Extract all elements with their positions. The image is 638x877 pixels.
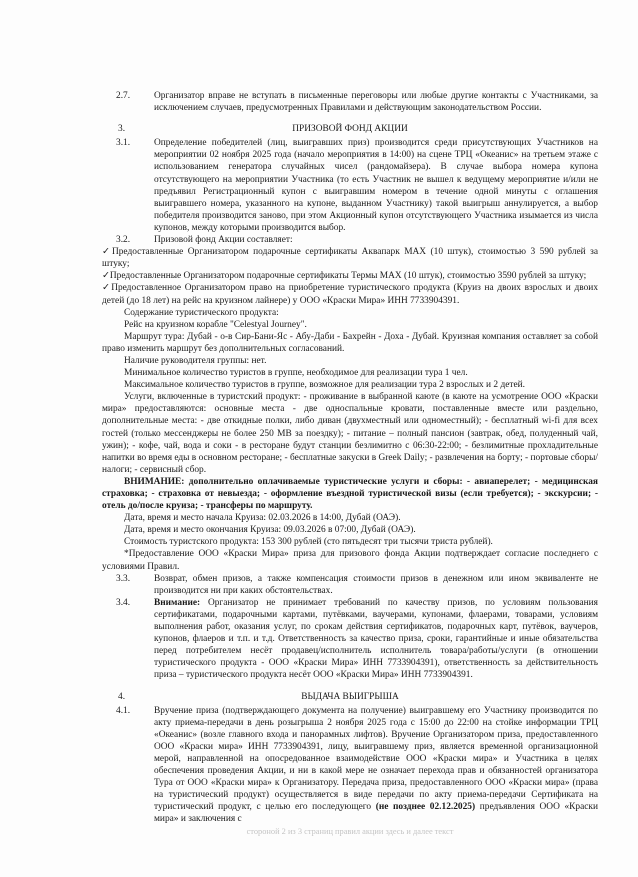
tour-content-heading: Содержание туристического продукта: (124, 307, 279, 318)
tour-services: Услуги, включенные в туристский продукт: - проживание в выбранной каюте (в каюте на усмотрение ООО «Краски мира» предоставляются: основные места - две односпальные кровати, поставленные вместе или раздельно, дополнительные места: - две откидные полки, либо диван (двухместный или одноместный); - бесплатный wi-fi для всех гостей (только мессенджеры не более 250 MB за поездку); - питание – полный пансион (завтрак, обед, полуденный чай, ужин); - кофе, чай, вода и соки - в ресторане будут станции безлимитно с 06:30-22:00; - безлимитные прохладительные напитки во время еды в основном ресторане; - бесплатные закуски в Greek Daily; - развлечения на борту; - портовые сборы/налоги; - сервисный сбор. (102, 392, 598, 475)
paragraph-2-7 (102, 90, 598, 114)
tour-attention: ВНИМАНИЕ: дополнительно оплачиваемые туристические услуги и сборы: - авиаперелет; - медицинская страховка; - страховка от невыезда; - оформление въездной туристической визы (если требуется); - экскурсии; - отель до/после круиза; - трансферы по маршруту. (102, 476, 598, 512)
paragraph-text: Призовой фонд Акции составляет: (154, 235, 293, 246)
tour-end: Дата, время и место окончания Круиза: 09.03.2026 в 07:00, Дубай (ОАЭ). (124, 525, 416, 536)
section-3-heading (102, 123, 598, 135)
faded-bottom-line: стороной 2 из 3 страниц правил акции здесь и далее текст (246, 826, 454, 836)
paragraph-number: 3.3. (116, 573, 131, 584)
section-number: 3. (118, 124, 126, 135)
tour-ship: Рейс на круизном корабле "Celestyal Journey". (124, 319, 307, 330)
section-title: ВЫДАЧА ВЫИГРЫША (301, 691, 399, 702)
prize-item-aquapark (102, 246, 598, 270)
paragraph-text: Определение победителей (лиц, выигравших приз) производится среди присутствующих Участников на мероприятии 02 ноября 2025 года (начало мероприятия в 14:00) на сцене ТРЦ «Океанис» на третьем этаже с использованием генератора случайных чисел (рандомайзера). В случае выбора номера купона отсутствующего на мероприятии Участника (то есть Участник не вышел к ведущему мероприятие и/или не предъявил Регистрационный купон с выигравшим номером в течение одной минуты с оглашения выигравшего номера, указанного на купоне, выданном Участнику) такой выигрыш аннулируется, а выбор победителя производится заново, при этом Акционный купон отсутствующего Участника изымается из числа купонов, между которыми производится выбор. (154, 138, 598, 233)
prize-item-thermae (102, 270, 598, 282)
paragraph-text: Организатор вправе не вступать в письменные переговоры или любые другие контакты с Участниками, за исключением случаев, предусмотренных Правилами и действующим законодательством России. (154, 91, 598, 114)
section-number: 4. (118, 691, 126, 702)
paragraph-3-3 (102, 573, 598, 597)
deadline-text: (не позднее 02.12.2025) (375, 802, 476, 813)
paragraph-3-1 (102, 137, 598, 234)
paragraph-number: 4.1. (116, 705, 131, 716)
tour-start: Дата, время и место начала Круиза: 02.03.2026 в 14:00, Дубай (ОАЭ). (124, 513, 401, 524)
prize-item-text: Предоставленное Организатором право на приобретение туристического продукта (Круиз на двоих взрослых и двоих детей (до 18 лет) на рейс на круизном лайнере) у ООО «Краски Мира» ИНН 7733904391. (102, 283, 599, 306)
paragraph-3-4 (102, 597, 598, 682)
section-4-heading (102, 691, 598, 703)
paragraph-body-b: предъявления ООО «Краски мира» и заключения с (154, 802, 598, 825)
tour-max-tourists: Максимальное количество туристов в группе, возможное для реализации тура 2 взрослых и 2 детей. (124, 380, 525, 391)
tour-cost: Стоимость туристского продукта: 153 300 рублей (сто пятьдесят три тысячи триста рублей). (124, 537, 493, 548)
paragraph-text (154, 597, 598, 682)
attention-lead: Внимание: (154, 597, 201, 608)
paragraph-body: Организатор не принимает требований по качеству призов, по условиям пользования сертификатами, подарочными картами, путёвками, ваучерами, купонами, флаерами, товарами, условиям выполнения работ, оказания услуг, по срокам действия сертификатов, подарочных карт, путёвок, ваучеров, купонов, флаеров и т.п. и т.д. Ответственность за качество приза, сроки, гарантийные и иные обязательства перед потребителем несёт продавец/исполнитель исполнитель товара/работы/услуги (в отношении туристического продукта - ООО «Краски Мира» ИНН 7733904391), ответственность за действительность приза – туристического продукта несёт ООО «Краски Мира» ИНН 7733904391. (154, 597, 598, 681)
paragraph-body-a: Вручение приза (подтверждающего документа на получение) выигравшему его Участнику производится по акту приема-передачи в день розыгрыша 2 ноября 2025 года с 15:00 до 22:00 на стойке информации ТРЦ «Океанис» (возле главного входа и панорамных лифтов). Вручение Организатором приза, предоставленного ООО «Краски мира» ИНН 7733904391, лицу, выигравшему приз, является временной организационной мерой, направленной на опосредованное взаимодействие ООО «Краски мира» и Участника в целях обеспечения проведения Акции, и ни в какой мере не означает перехода прав и обязанностей организатора Тура от ООО «Краски мира» к Организатору. Передача приза, предоставленного ООО «Краски мира» (права на туристический продукт) осуществляется в виде передачи по акту приема-передачи Сертификата на туристический продукт, с целью его последующего (154, 705, 598, 813)
section-title: ПРИЗОВОЙ ФОНД АКЦИИ (292, 124, 408, 135)
prize-item-cruise (102, 282, 598, 306)
paragraph-text: Возврат, обмен призов, а также компенсация стоимости призов в денежном или ином эквиваленте не производится ни при каких обстоятельствах. (154, 573, 598, 596)
paragraph-3-2 (102, 234, 598, 246)
document-body (102, 90, 598, 838)
tour-route: Маршрут тура: Дубай - о-в Сир-Бани-Яс - Абу-Даби - Бахрейн - Доха - Дубай. Круизная компания оставляет за собой право изменить маршрут без дополнительных согласований. (102, 331, 598, 354)
paragraph-number: 2.7. (116, 91, 131, 101)
tour-leaders: Наличие руководителя группы: нет. (124, 355, 267, 366)
paragraph-text (154, 705, 598, 826)
prize-item-text: Предоставленные Организатором подарочные сертификаты Аквапарк MAX (10 штук), стоимостью 3 590 рублей за штуку; (102, 247, 598, 270)
paragraph-number: 3.4. (116, 597, 131, 608)
paragraph-number: 3.1. (116, 138, 131, 149)
paragraph-number: 3.2. (116, 235, 131, 246)
tour-min-tourists: Минимальное количество туристов в группе, необходимое для реализации тура 1 чел. (124, 368, 468, 379)
paragraph-4-1 (102, 705, 598, 826)
tour-note: *Предоставление ООО «Краски Мира» приза для призового фонда Акции подтверждает согласие последнего с условиями Правил. (102, 549, 598, 572)
prize-item-text: Предоставленные Организатором подарочные сертификаты Термы MAX (10 штук), стоимостью 3590 рублей за штуку; (109, 271, 587, 282)
